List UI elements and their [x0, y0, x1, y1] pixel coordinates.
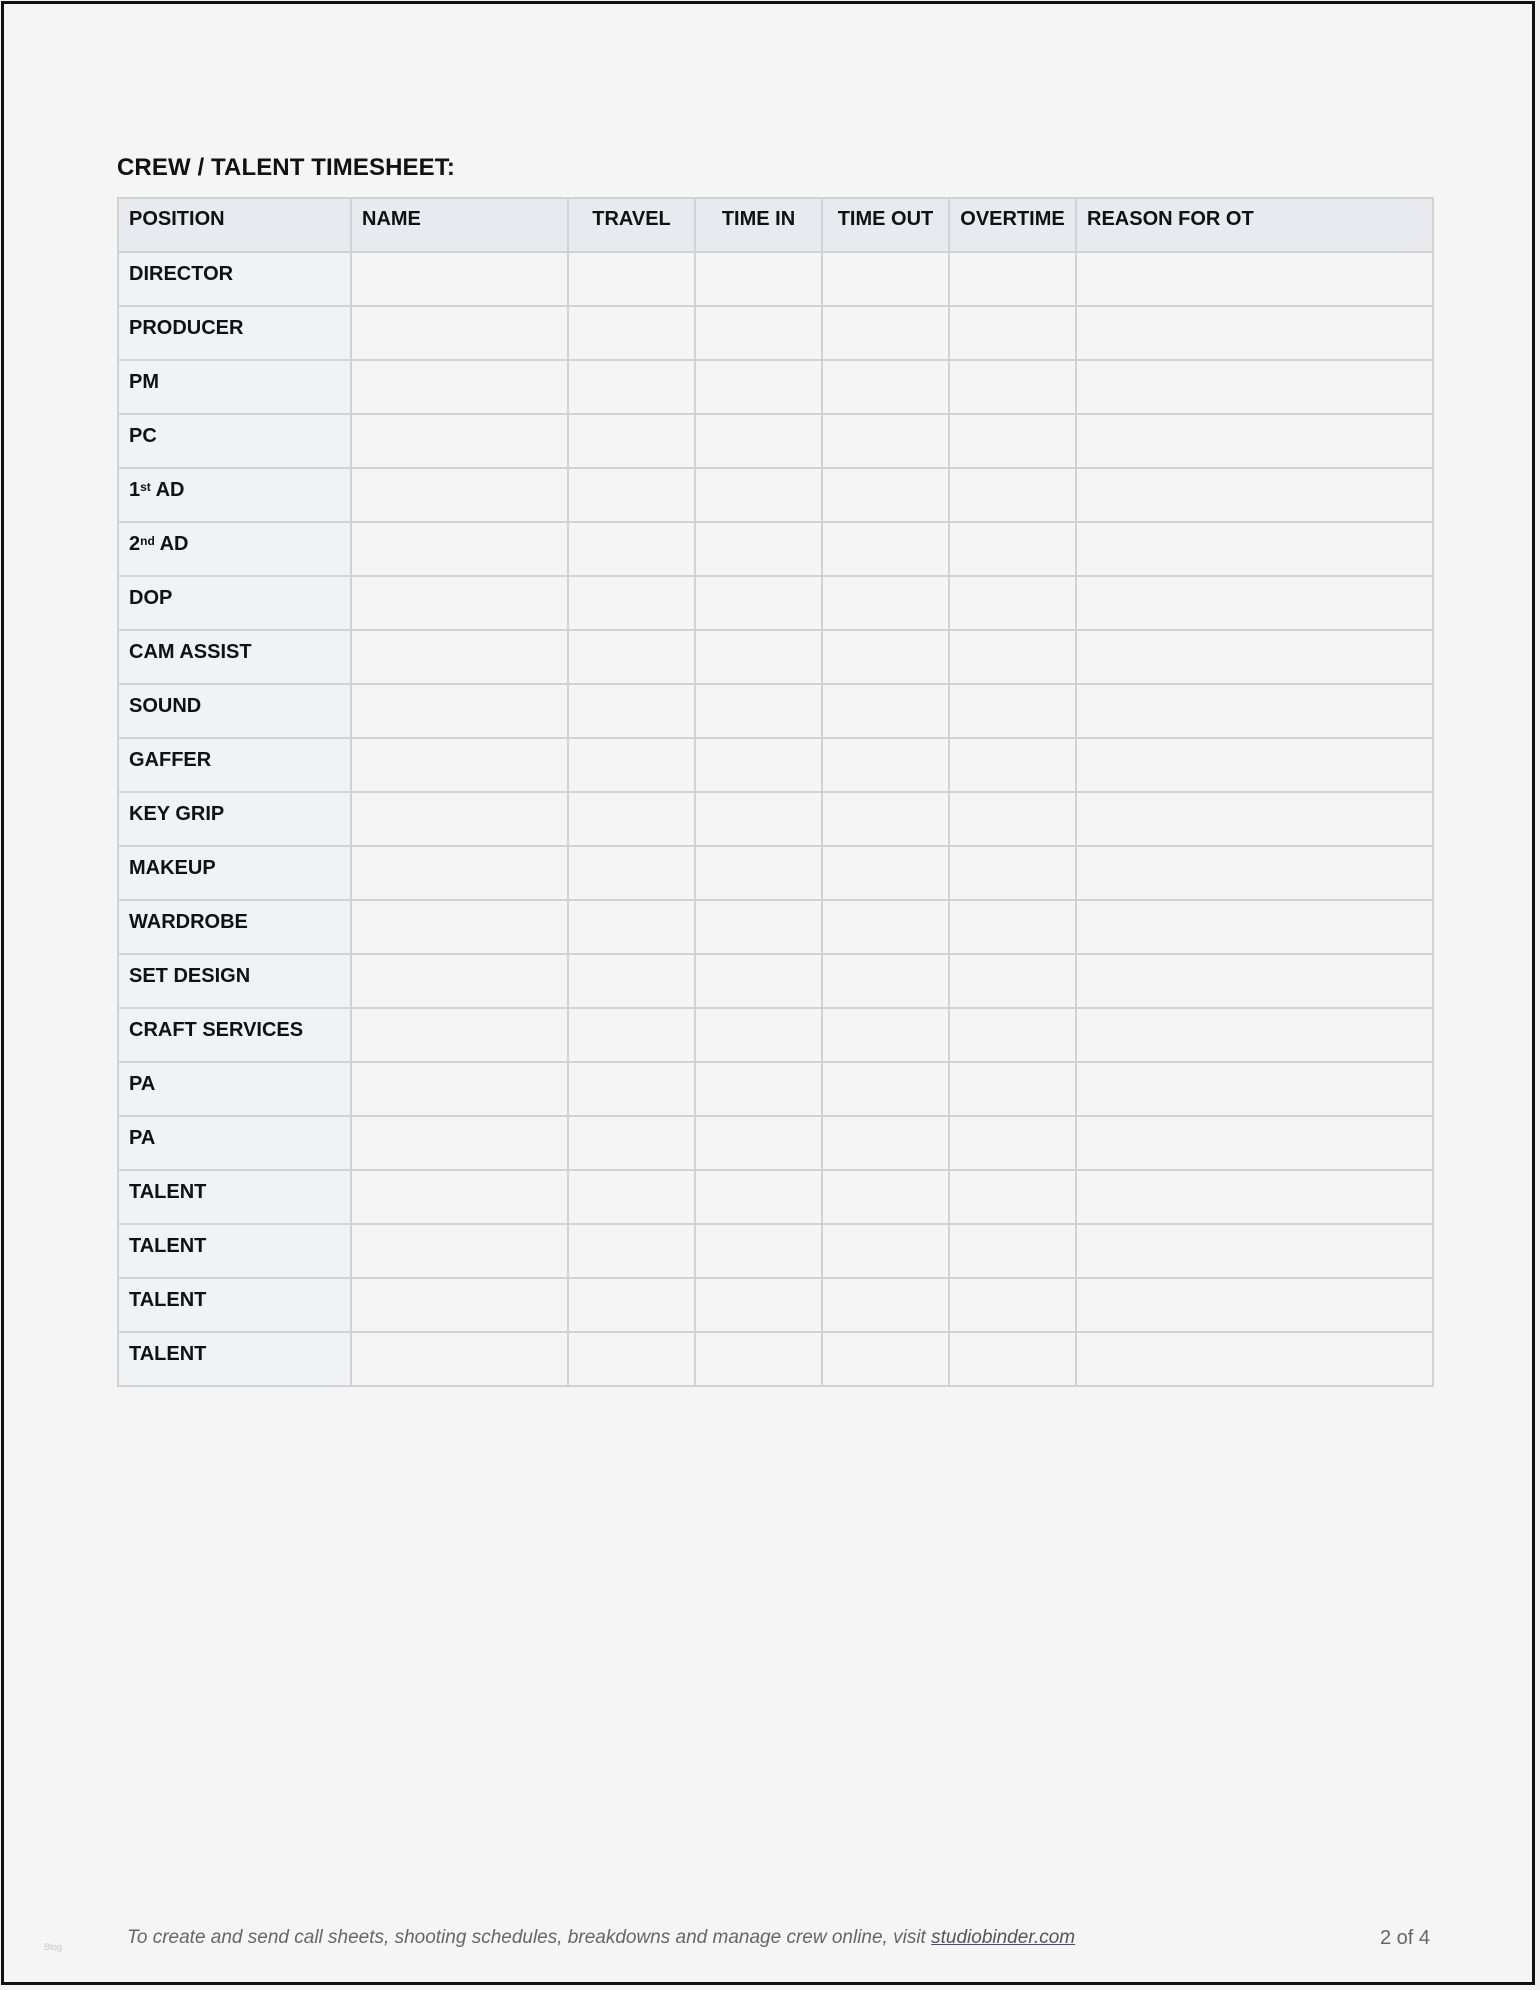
name-cell[interactable]: [351, 738, 568, 792]
name-cell[interactable]: [351, 1278, 568, 1332]
position-label: TALENT: [129, 1289, 207, 1311]
table-row: [118, 738, 1433, 792]
reason-cell[interactable]: [1076, 360, 1433, 414]
travel-cell[interactable]: [568, 1062, 695, 1116]
studiobinder-link[interactable]: studiobinder.com: [931, 1927, 1076, 1948]
reason-cell[interactable]: [1076, 1332, 1433, 1386]
time-out-cell[interactable]: [822, 738, 949, 792]
name-cell[interactable]: [351, 468, 568, 522]
name-cell[interactable]: [351, 684, 568, 738]
time-in-cell[interactable]: [695, 306, 822, 360]
position-label: PM: [129, 371, 159, 393]
time-out-cell[interactable]: [822, 792, 949, 846]
table-row: [118, 252, 1433, 306]
reason-cell[interactable]: [1076, 954, 1433, 1008]
table-row: [118, 306, 1433, 360]
time-in-cell[interactable]: [695, 684, 822, 738]
position-label: DIRECTOR: [129, 263, 234, 285]
table-row: [118, 414, 1433, 468]
reason-cell[interactable]: [1076, 306, 1433, 360]
position-label: GAFFER: [129, 749, 212, 771]
overtime-cell[interactable]: [949, 306, 1076, 360]
table-row: [118, 900, 1433, 954]
travel-cell[interactable]: [568, 360, 695, 414]
name-cell[interactable]: [351, 1116, 568, 1170]
overtime-cell[interactable]: [949, 360, 1076, 414]
position-cell: [118, 360, 351, 414]
position-cell: [118, 1062, 351, 1116]
footer-text: To create and send call sheets, shooting schedules, breakdowns and manage crew online, visit: [127, 1927, 932, 1948]
time-in-cell[interactable]: [695, 252, 822, 306]
time-in-cell[interactable]: [695, 900, 822, 954]
reason-cell[interactable]: [1076, 1224, 1433, 1278]
overtime-cell[interactable]: [949, 1008, 1076, 1062]
travel-cell[interactable]: [568, 630, 695, 684]
time-out-cell[interactable]: [822, 1062, 949, 1116]
position-label: MAKEUP: [129, 857, 216, 879]
reason-cell[interactable]: [1076, 1170, 1433, 1224]
reason-cell[interactable]: [1076, 684, 1433, 738]
position-label: PA: [129, 1127, 156, 1149]
name-cell[interactable]: [351, 630, 568, 684]
column-header: NAME: [351, 198, 568, 252]
name-cell[interactable]: [351, 576, 568, 630]
time-out-cell[interactable]: [822, 846, 949, 900]
overtime-cell[interactable]: [949, 954, 1076, 1008]
overtime-cell[interactable]: [949, 630, 1076, 684]
name-cell[interactable]: [351, 522, 568, 576]
footer-note: [127, 1927, 1075, 1949]
column-header: TIME OUT: [822, 198, 949, 252]
travel-cell[interactable]: [568, 1332, 695, 1386]
position-label: CRAFT SERVICES: [129, 1019, 304, 1041]
reason-cell[interactable]: [1076, 792, 1433, 846]
position-cell: [118, 846, 351, 900]
name-cell[interactable]: [351, 1170, 568, 1224]
name-cell[interactable]: [351, 792, 568, 846]
table-row: [118, 846, 1433, 900]
position-label: PC: [129, 425, 157, 447]
time-in-cell[interactable]: [695, 954, 822, 1008]
reason-cell[interactable]: [1076, 1008, 1433, 1062]
position-cell: [118, 684, 351, 738]
position-label: 1: [129, 479, 141, 501]
travel-cell[interactable]: [568, 468, 695, 522]
time-in-cell[interactable]: [695, 360, 822, 414]
time-in-cell[interactable]: [695, 1008, 822, 1062]
position-label: PA: [129, 1073, 156, 1095]
reason-cell[interactable]: [1076, 1062, 1433, 1116]
table-row: [118, 1008, 1433, 1062]
reason-cell[interactable]: [1076, 576, 1433, 630]
time-out-cell[interactable]: [822, 1332, 949, 1386]
table-row: [118, 630, 1433, 684]
time-in-cell[interactable]: [695, 1062, 822, 1116]
position-label: PRODUCER: [129, 317, 244, 339]
column-header: POSITION: [118, 198, 351, 252]
time-out-cell[interactable]: [822, 360, 949, 414]
time-out-cell[interactable]: [822, 684, 949, 738]
table-row: [118, 1116, 1433, 1170]
overtime-cell[interactable]: [949, 468, 1076, 522]
position-label: SET DESIGN: [129, 965, 251, 987]
reason-cell[interactable]: [1076, 522, 1433, 576]
ordinal-suffix: st: [140, 480, 151, 494]
table-row: [118, 1170, 1433, 1224]
time-in-cell[interactable]: [695, 738, 822, 792]
travel-cell[interactable]: [568, 1008, 695, 1062]
position-label: TALENT: [129, 1343, 207, 1365]
position-cell: [118, 1116, 351, 1170]
time-in-cell[interactable]: [695, 522, 822, 576]
position-label: TALENT: [129, 1181, 207, 1203]
time-out-cell[interactable]: [822, 1116, 949, 1170]
position-cell: [118, 414, 351, 468]
travel-cell[interactable]: [568, 1170, 695, 1224]
table-row: [118, 576, 1433, 630]
travel-cell[interactable]: [568, 522, 695, 576]
travel-cell[interactable]: [568, 1224, 695, 1278]
travel-cell[interactable]: [568, 576, 695, 630]
time-out-cell[interactable]: [822, 252, 949, 306]
time-out-cell[interactable]: [822, 522, 949, 576]
table-row: [118, 684, 1433, 738]
position-cell: [118, 630, 351, 684]
table-row: [118, 1332, 1433, 1386]
overtime-cell[interactable]: [949, 1116, 1076, 1170]
reason-cell[interactable]: [1076, 630, 1433, 684]
name-cell[interactable]: [351, 1008, 568, 1062]
travel-cell[interactable]: [568, 954, 695, 1008]
table-row: [118, 360, 1433, 414]
page-title: CREW / TALENT TIMESHEET:: [117, 154, 455, 181]
time-out-cell[interactable]: [822, 468, 949, 522]
position-label: TALENT: [129, 1235, 207, 1257]
reason-cell[interactable]: [1076, 414, 1433, 468]
position-cell: [118, 576, 351, 630]
position-cell: [118, 522, 351, 576]
name-cell[interactable]: [351, 414, 568, 468]
position-label: CAM ASSIST: [129, 641, 252, 663]
time-in-cell[interactable]: [695, 1224, 822, 1278]
travel-cell[interactable]: [568, 738, 695, 792]
travel-cell[interactable]: [568, 252, 695, 306]
name-cell[interactable]: [351, 360, 568, 414]
overtime-cell[interactable]: [949, 576, 1076, 630]
overtime-cell[interactable]: [949, 738, 1076, 792]
table-row: [118, 792, 1433, 846]
page-number: 2 of 4: [1380, 1927, 1431, 1949]
time-in-cell[interactable]: [695, 1170, 822, 1224]
overtime-cell[interactable]: [949, 792, 1076, 846]
travel-cell[interactable]: [568, 684, 695, 738]
travel-cell[interactable]: [568, 1278, 695, 1332]
name-cell[interactable]: [351, 1062, 568, 1116]
page: [1, 1, 1535, 1985]
reason-cell[interactable]: [1076, 1116, 1433, 1170]
time-in-cell[interactable]: [695, 846, 822, 900]
position-cell: [118, 468, 351, 522]
time-out-cell[interactable]: [822, 306, 949, 360]
timesheet-table: [117, 197, 1434, 1387]
time-in-cell[interactable]: [695, 792, 822, 846]
overtime-cell[interactable]: [949, 1332, 1076, 1386]
travel-cell[interactable]: [568, 306, 695, 360]
name-cell[interactable]: [351, 900, 568, 954]
time-out-cell[interactable]: [822, 414, 949, 468]
table-row: [118, 522, 1433, 576]
name-cell[interactable]: [351, 1224, 568, 1278]
travel-cell[interactable]: [568, 414, 695, 468]
position-cell: [118, 1224, 351, 1278]
time-in-cell[interactable]: [695, 468, 822, 522]
position-cell: [118, 1332, 351, 1386]
reason-cell[interactable]: [1076, 468, 1433, 522]
table-row: [118, 468, 1433, 522]
time-out-cell[interactable]: [822, 630, 949, 684]
column-header: TIME IN: [695, 198, 822, 252]
time-in-cell[interactable]: [695, 1278, 822, 1332]
reason-cell[interactable]: [1076, 846, 1433, 900]
position-cell: [118, 1278, 351, 1332]
name-cell[interactable]: [351, 1332, 568, 1386]
name-cell[interactable]: [351, 954, 568, 1008]
position-cell: [118, 792, 351, 846]
name-cell[interactable]: [351, 306, 568, 360]
overtime-cell[interactable]: [949, 252, 1076, 306]
table-row: [118, 954, 1433, 1008]
position-label: SOUND: [129, 695, 202, 717]
overtime-cell[interactable]: [949, 846, 1076, 900]
time-out-cell[interactable]: [822, 900, 949, 954]
column-header: REASON FOR OT: [1076, 198, 1433, 252]
column-header: OVERTIME: [949, 198, 1076, 252]
travel-cell[interactable]: [568, 1116, 695, 1170]
column-header: TRAVEL: [568, 198, 695, 252]
time-out-cell[interactable]: [822, 1224, 949, 1278]
time-in-cell[interactable]: [695, 630, 822, 684]
table-row: [118, 1062, 1433, 1116]
position-cell: [118, 954, 351, 1008]
table-row: [118, 1278, 1433, 1332]
overtime-cell[interactable]: [949, 414, 1076, 468]
position-label-rest: AD: [154, 533, 189, 555]
position-label: 2: [129, 533, 141, 555]
ordinal-suffix: nd: [140, 534, 155, 548]
position-label-rest: AD: [150, 479, 185, 501]
overtime-cell[interactable]: [949, 684, 1076, 738]
overtime-cell[interactable]: [949, 1062, 1076, 1116]
position-label: DOP: [129, 587, 173, 609]
position-cell: [118, 900, 351, 954]
time-out-cell[interactable]: [822, 1170, 949, 1224]
position-cell: [118, 1008, 351, 1062]
time-out-cell[interactable]: [822, 954, 949, 1008]
overtime-cell[interactable]: [949, 1224, 1076, 1278]
time-in-cell[interactable]: [695, 414, 822, 468]
reason-cell[interactable]: [1076, 1278, 1433, 1332]
position-cell: [118, 738, 351, 792]
travel-cell[interactable]: [568, 900, 695, 954]
table-header-row: [118, 198, 1433, 252]
travel-cell[interactable]: [568, 846, 695, 900]
reason-cell[interactable]: [1076, 900, 1433, 954]
overtime-cell[interactable]: [949, 1278, 1076, 1332]
overtime-cell[interactable]: [949, 522, 1076, 576]
reason-cell[interactable]: [1076, 738, 1433, 792]
position-cell: [118, 1170, 351, 1224]
time-in-cell[interactable]: [695, 1116, 822, 1170]
watermark: Blog: [44, 1942, 63, 1952]
position-cell: [118, 252, 351, 306]
overtime-cell[interactable]: [949, 900, 1076, 954]
position-label: KEY GRIP: [129, 803, 225, 825]
name-cell[interactable]: [351, 846, 568, 900]
overtime-cell[interactable]: [949, 1170, 1076, 1224]
time-out-cell[interactable]: [822, 1278, 949, 1332]
reason-cell[interactable]: [1076, 252, 1433, 306]
time-out-cell[interactable]: [822, 1008, 949, 1062]
travel-cell[interactable]: [568, 792, 695, 846]
time-in-cell[interactable]: [695, 1332, 822, 1386]
time-out-cell[interactable]: [822, 576, 949, 630]
table-row: [118, 1224, 1433, 1278]
position-cell: [118, 306, 351, 360]
name-cell[interactable]: [351, 252, 568, 306]
time-in-cell[interactable]: [695, 576, 822, 630]
position-label: WARDROBE: [129, 911, 248, 933]
